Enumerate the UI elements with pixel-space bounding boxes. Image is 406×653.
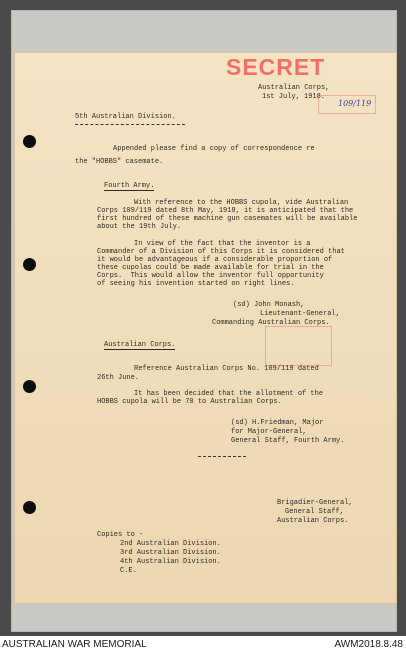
- closing-signature-line: General Staff,: [285, 508, 344, 516]
- punch-hole: [23, 380, 36, 393]
- body-line: In view of the fact that the inventor is a: [134, 240, 311, 248]
- body-line: It has been decided that the allotment of the: [134, 390, 324, 398]
- footer-credit: AUSTRALIAN WAR MEMORIAL: [2, 639, 147, 650]
- punch-hole: [23, 501, 36, 514]
- closing-signature-line: Brigadier-General,: [277, 499, 353, 507]
- section-heading: Australian Corps.: [104, 341, 176, 349]
- closing-signature-line: Australian Corps.: [277, 517, 349, 525]
- header-line: Australian Corps,: [258, 84, 330, 92]
- secret-stamp: SECRET: [226, 54, 326, 80]
- copies-item: 3rd Australian Division.: [120, 549, 221, 557]
- signature-line: Lieutenant-General,: [260, 310, 340, 318]
- signature-line: for Major-General,: [231, 428, 307, 436]
- body-line: Corps 109/119 dated 8th May, 1918, it is anticipated that the: [97, 207, 354, 215]
- copies-item: C.E.: [120, 567, 137, 575]
- body-line: of seeing his invention started on right lines.: [97, 280, 295, 288]
- body-line: HOBBS cupola will be 70 to Australian Corps.: [97, 398, 282, 406]
- copies-item: 2nd Australian Division.: [120, 540, 221, 548]
- signature-line: (sd) H.Friedman, Major: [231, 419, 324, 427]
- punch-hole: [23, 258, 36, 271]
- signature-line: (sd) John Monash,: [233, 301, 305, 309]
- copies-label: Copies to -: [97, 531, 144, 539]
- intro-line: the "HOBBS" casemate.: [75, 158, 164, 166]
- copies-item: 4th Australian Division.: [120, 558, 221, 566]
- body-line: Reference Australian Corps No. 109/119 dated: [134, 365, 319, 373]
- body-line: With reference to the HOBBS cupola, vide Australian: [134, 199, 349, 207]
- section-divider: [198, 456, 246, 457]
- addressee: 5th Australian Division.: [75, 113, 176, 121]
- punch-hole: [23, 135, 36, 148]
- header-date: 1st July, 1918.: [262, 93, 326, 101]
- addressee-underline: [75, 124, 185, 125]
- section-heading: Fourth Army.: [104, 182, 155, 190]
- body-line: Corps. This would allow the inventor full opportunity: [97, 272, 324, 280]
- body-line: these cupolas could be made available for trial in the: [97, 264, 324, 272]
- body-line: it would be advantageous if a considerable proportion of: [97, 256, 333, 264]
- signature-line: General Staff, Fourth Army.: [231, 437, 345, 445]
- footer-accession-number: AWM2018.8.48: [334, 639, 403, 650]
- body-line: first hundred of these machine gun casemates will be available: [97, 215, 358, 223]
- body-line: about the 19th July.: [97, 223, 182, 231]
- registry-stamp: [265, 326, 332, 366]
- intro-line: Appended please find a copy of correspondence re: [113, 145, 315, 153]
- body-line: Commander of a Division of this Corps it is considered that: [97, 248, 345, 256]
- file-reference: 109/119: [338, 99, 372, 108]
- body-line: 26th June.: [97, 374, 140, 382]
- signature-line: Commanding Australian Corps.: [212, 319, 330, 327]
